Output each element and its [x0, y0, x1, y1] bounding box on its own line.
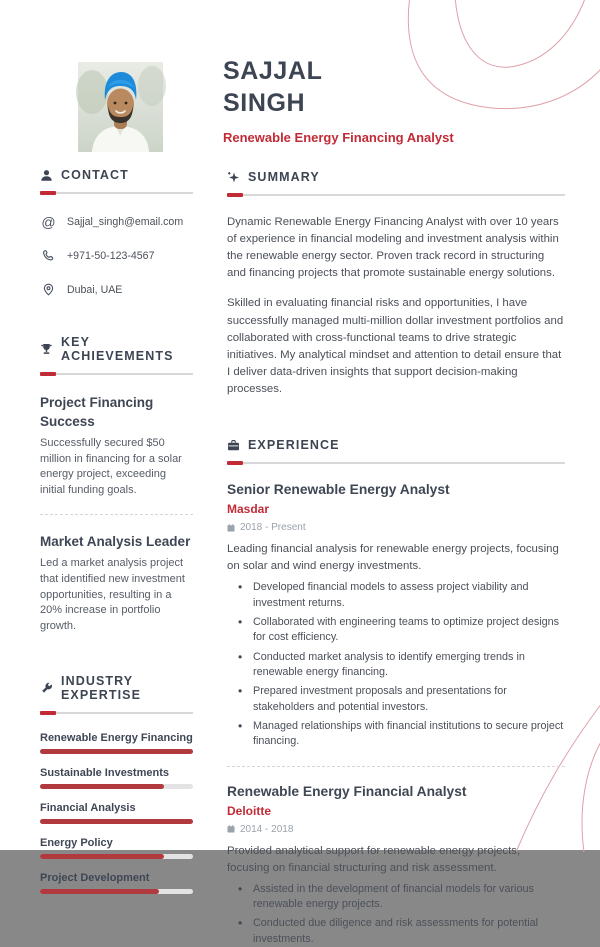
briefcase-icon — [227, 439, 240, 452]
skill-item — [40, 767, 193, 789]
job-bullet: • Assisted in the development of financial models for various renewable energy projects. — [236, 882, 565, 913]
skill-bar — [40, 749, 193, 754]
job-dates — [227, 824, 565, 835]
job-company: Deloitte — [227, 803, 272, 818]
contact-phone-value: +971-50-123-4567 — [67, 249, 155, 262]
candidate-title: Renewable Energy Financing Analyst — [223, 130, 454, 145]
job-dates — [227, 522, 565, 533]
achievement-text: Successfully secured $50 million in financing for a solar energy project, exceeding initial funding goals. — [40, 437, 182, 497]
dashed-divider — [227, 766, 565, 767]
job-bullet: • Developed financial models to assess project viability and investment returns. — [236, 580, 565, 611]
job-bullet-list — [227, 580, 565, 749]
skill-bar — [40, 819, 193, 824]
achievement-item — [40, 394, 193, 499]
job-bullet: • Conducted market analysis to identify emerging trends in renewable energy financing. — [236, 650, 565, 681]
job-company: Masdar — [227, 502, 270, 517]
candidate-last-name: SINGH — [223, 89, 306, 117]
achievement-title: Project Financing Success — [40, 395, 154, 429]
experience-section — [227, 438, 565, 947]
job-title: Senior Renewable Energy Analyst — [227, 482, 450, 498]
phone-icon — [40, 247, 57, 264]
contact-email — [40, 213, 193, 230]
at-icon: @ — [41, 213, 56, 230]
achievement-text: Led a market analysis project that identified new investment opportunities, resulting in a 20% increase in portfolio growth. — [40, 557, 185, 632]
skill-bar — [40, 784, 193, 789]
skill-bar — [40, 854, 193, 859]
section-rule — [40, 372, 193, 376]
summary-paragraph: Dynamic Renewable Energy Financing Analyst with over 10 years of experience in financial modeling and investment analysis within the renewable energy sector. Proven track record in structuring and financing projects that promote sustainable energy solutions. — [227, 216, 559, 280]
section-rule — [227, 461, 565, 465]
job-description: Provided analytical support for renewable energy projects, focusing on financial structuring and risk assessment. — [227, 844, 521, 874]
section-rule — [40, 191, 193, 195]
achievements-section — [40, 335, 193, 634]
sidebar — [40, 168, 193, 907]
job-dates-text: 2014 - 2018 — [240, 823, 294, 835]
achievement-item — [40, 533, 193, 635]
section-rule — [227, 193, 565, 197]
skill-item — [40, 837, 193, 859]
job-entry — [227, 482, 565, 750]
job-bullet: • Managed relationships with financial institutions to secure project financing. — [236, 719, 565, 750]
skill-name: Project Development — [40, 872, 150, 885]
trophy-icon — [40, 343, 53, 356]
main-column — [227, 170, 565, 947]
expertise-section — [40, 674, 193, 894]
contact-heading: CONTACT — [61, 168, 129, 182]
skill-name: Renewable Energy Financing — [40, 732, 193, 745]
experience-heading: EXPERIENCE — [248, 438, 340, 453]
job-bullet: • Collaborated with engineering teams to optimize project designs for cost efficiency. — [236, 615, 565, 646]
job-bullet: • Conducted due diligence and risk assessments for potential investments. — [236, 916, 565, 947]
skill-item — [40, 732, 193, 754]
job-bullet-list — [227, 882, 565, 947]
dashed-divider — [40, 514, 193, 515]
expertise-heading: INDUSTRY EXPERTISE — [61, 674, 142, 703]
wrench-icon — [40, 682, 53, 695]
job-dates-text: 2018 - Present — [240, 522, 306, 534]
contact-location — [40, 281, 193, 298]
calendar-icon — [227, 825, 235, 833]
profile-photo — [78, 62, 163, 152]
job-entry — [227, 784, 565, 947]
skill-name: Sustainable Investments — [40, 767, 169, 780]
job-description: Leading financial analysis for renewable energy projects, focusing on solar and wind energy investments. — [227, 543, 559, 573]
sparkle-icon — [227, 171, 240, 184]
job-title: Renewable Energy Financial Analyst — [227, 783, 467, 799]
contact-phone — [40, 247, 193, 264]
summary-paragraph: Skilled in evaluating financial risks and opportunities, I have successfully managed multi-million dollar investment portfolios and collaborated with cross-functional teams to drive strategic initiatives. My analytical mindset and attention to detail ensure that I deliver data-driven insights that support decision-making processes. — [227, 297, 564, 395]
person-icon — [40, 169, 53, 182]
job-bullet: • Prepared investment proposals and presentations for stakeholders and potential investors. — [236, 684, 565, 715]
map-pin-icon — [40, 281, 57, 298]
summary-section — [227, 170, 565, 398]
profile-photo-illustration — [78, 62, 163, 152]
skill-name: Energy Policy — [40, 837, 113, 850]
calendar-icon — [227, 524, 235, 532]
summary-heading: SUMMARY — [248, 170, 320, 184]
achievement-title: Market Analysis Leader — [40, 533, 191, 549]
skill-bar — [40, 889, 193, 894]
skill-item — [40, 872, 193, 894]
achievements-heading: KEY ACHIEVEMENTS — [61, 335, 174, 363]
skill-item — [40, 802, 193, 824]
contact-email-value: Sajjal_singh@email.com — [67, 215, 184, 228]
section-rule — [40, 711, 193, 715]
skill-name: Financial Analysis — [40, 802, 136, 815]
contact-section — [40, 168, 193, 298]
contact-location-value: Dubai, UAE — [67, 283, 123, 296]
candidate-first-name: SAJJAL — [223, 57, 323, 85]
